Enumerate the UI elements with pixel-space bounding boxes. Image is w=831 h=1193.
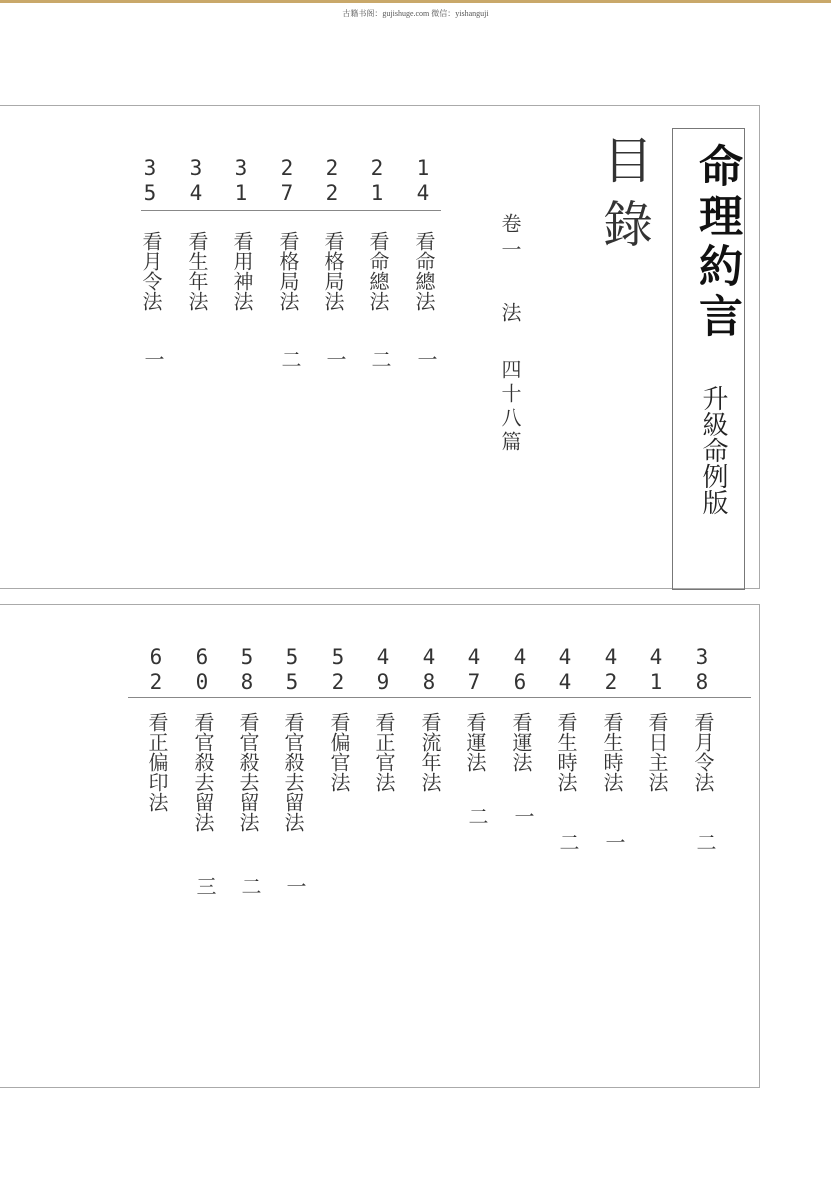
entry-title: 看偏官法 [327,712,351,792]
entry-part: 一 [602,832,626,852]
entry-title: 看運法 [463,712,487,772]
article-count: 四十八篇 [498,359,522,455]
entry-title: 看格局法 [276,231,300,311]
page-number: 6 0 [195,645,209,694]
entry-title: 看正偏印法 [145,712,169,812]
page-number: 4 1 [649,645,663,694]
page-number: 4 2 [604,645,618,694]
page-number: 4 6 [513,645,527,694]
page-number: 3 1 [234,156,248,205]
entry-title: 看正官法 [372,712,396,792]
toc-divider [128,697,751,698]
entry-title: 看命總法 [412,231,436,311]
entry-part: 二 [693,832,717,852]
page-number: 3 8 [695,645,709,694]
page-number: 4 9 [376,645,390,694]
watermark-header: 古籍书阁：gujishuge.com 微信：yishanguji [342,9,489,18]
entry-title: 看官殺去留法 [191,712,215,832]
entry-title: 看命總法 [366,231,390,311]
page-number: 4 7 [467,645,481,694]
entry-part: 一 [511,806,535,826]
entry-title: 看官殺去留法 [236,712,260,832]
entry-title: 看生年法 [185,231,209,311]
page-number: 1 4 [416,156,430,205]
page-number: 2 1 [370,156,384,205]
top-border [0,0,831,3]
page-number: 2 7 [280,156,294,205]
page-number: 4 4 [558,645,572,694]
entry-title: 看格局法 [321,231,345,311]
entry-part: 二 [238,876,262,896]
volume-label: 卷一 [498,213,522,265]
page-number: 3 4 [189,156,203,205]
page-number: 5 8 [240,645,254,694]
entry-title: 看月令法 [691,712,715,792]
entry-title: 看用神法 [230,231,254,311]
page-number: 4 8 [422,645,436,694]
volume-name: 法 [498,302,522,322]
entry-title: 看生時法 [554,712,578,792]
entry-part: 一 [283,876,307,896]
entry-part: 二 [556,832,580,852]
entry-part: 一 [323,349,347,369]
page-number: 3 5 [143,156,157,205]
page-number: 5 2 [331,645,345,694]
book-subtitle: 升級命例版 [698,385,728,515]
entry-title: 看流年法 [418,712,442,792]
book-title: 命理約言 [691,143,742,343]
entry-title: 看運法 [509,712,533,772]
entry-title: 看月令法 [139,231,163,311]
toc-heading: 目錄 [595,134,653,262]
page-number: 2 2 [325,156,339,205]
entry-title: 看日主法 [645,712,669,792]
page-number: 6 2 [149,645,163,694]
entry-part: 二 [368,349,392,369]
book-page-2 [0,604,760,1088]
entry-part: 一 [141,349,165,369]
entry-title: 看生時法 [600,712,624,792]
page-number: 5 5 [285,645,299,694]
entry-part: 二 [278,349,302,369]
toc-divider [141,210,441,211]
title-box [672,128,745,590]
entry-part: 三 [193,876,217,896]
entry-part: 一 [414,349,438,369]
entry-title: 看官殺去留法 [281,712,305,832]
entry-part: 二 [465,806,489,826]
book-page-1 [0,105,760,589]
